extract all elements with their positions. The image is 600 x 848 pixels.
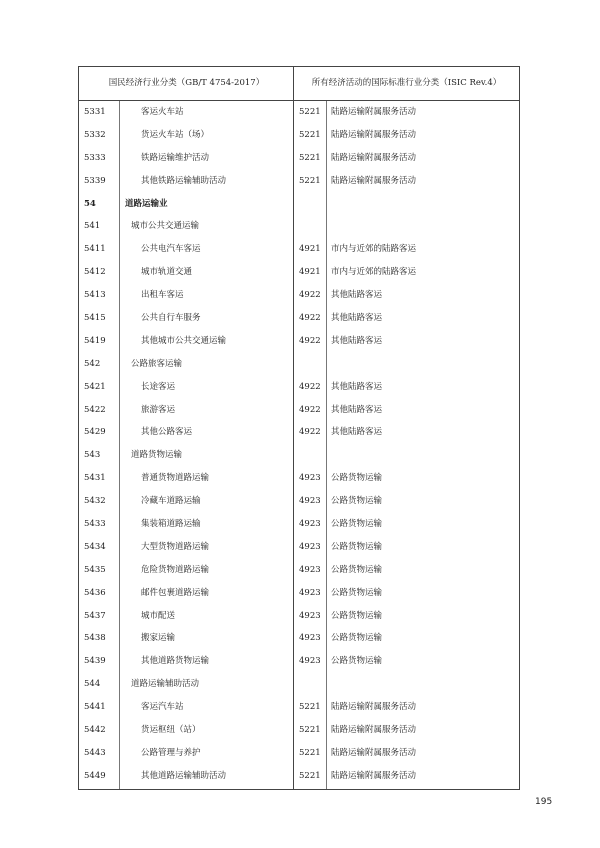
gb-code: 5412: [84, 267, 106, 278]
table-row: [79, 307, 519, 330]
gb-name: 集装箱道路运输: [141, 519, 201, 530]
isic-name: 陆路运输附属服务活动: [331, 129, 417, 140]
isic-code: 5221: [299, 770, 321, 781]
gb-code: 544: [84, 679, 101, 690]
table-row: [79, 215, 519, 238]
isic-name: 其他陆路客运: [331, 381, 383, 392]
isic-code: 4923: [299, 473, 321, 484]
gb-name: 货运枢纽（站）: [141, 725, 201, 736]
isic-code: 4923: [299, 656, 321, 667]
gb-code: 542: [84, 358, 101, 369]
gb-name: 其他道路货物运输: [141, 656, 210, 667]
isic-code: 4923: [299, 541, 321, 552]
page-number: 195: [535, 797, 553, 807]
isic-name: 其他陆路客运: [331, 404, 383, 415]
isic-name: 公路货物运输: [331, 519, 383, 530]
table-body: [79, 101, 519, 789]
gb-name: 城市公共交通运输: [131, 221, 200, 232]
gb-name: 道路运输辅助活动: [131, 679, 200, 690]
isic-name: 其他陆路客运: [331, 427, 383, 438]
gb-code: 5415: [84, 313, 106, 324]
table-row: [79, 673, 519, 696]
table-row: [79, 559, 519, 582]
isic-name: 其他陆路客运: [331, 290, 383, 301]
gb-code: 5432: [84, 496, 106, 507]
gb-code: 5422: [84, 404, 106, 415]
table-row: [79, 147, 519, 170]
isic-name: 陆路运输附属服务活动: [331, 175, 417, 186]
gb-name: 长途客运: [141, 381, 176, 392]
table-row: [79, 765, 519, 788]
gb-code: 5429: [84, 427, 106, 438]
table-row: [79, 353, 519, 376]
gb-name: 危险货物道路运输: [141, 564, 210, 575]
isic-name: 市内与近郊的陆路客运: [331, 244, 417, 255]
header-isic-classification: 所有经济活动的国际标准行业分类（ISIC Rev.4）: [311, 78, 502, 88]
table-row: [79, 490, 519, 513]
isic-code: 5221: [299, 747, 321, 758]
table-row: [79, 193, 519, 216]
isic-code: 5221: [299, 702, 321, 713]
isic-name: 陆路运输附属服务活动: [331, 107, 417, 117]
gb-code: 5419: [84, 335, 106, 346]
table-row: [79, 124, 519, 147]
gb-code: 5339: [84, 175, 106, 186]
isic-name: 其他陆路客运: [331, 335, 383, 346]
gb-name: 其他道路运输辅助活动: [141, 770, 227, 781]
isic-name: 市内与近郊的陆路客运: [331, 267, 417, 278]
isic-code: 4922: [299, 313, 321, 324]
table-row: [79, 284, 519, 307]
gb-code: 541: [84, 221, 101, 232]
gb-name: 邮件包裹道路运输: [141, 587, 210, 598]
gb-code: 5436: [84, 587, 106, 598]
table-row: [79, 170, 519, 193]
isic-name: 公路货物运输: [331, 564, 383, 575]
gb-name: 道路运输业: [125, 198, 168, 209]
isic-name: 公路货物运输: [331, 473, 383, 484]
gb-code: 5431: [84, 473, 106, 484]
isic-code: 4921: [299, 267, 321, 278]
table-row: [79, 605, 519, 628]
isic-code: 4923: [299, 496, 321, 507]
gb-name: 公路管理与养护: [141, 747, 201, 758]
gb-name: 客运汽车站: [141, 702, 184, 713]
isic-name: 公路货物运输: [331, 541, 383, 552]
gb-code: 5449: [84, 770, 106, 781]
isic-code: 4922: [299, 404, 321, 415]
gb-code: 5433: [84, 519, 106, 530]
gb-name: 普通货物道路运输: [141, 473, 210, 484]
gb-name: 冷藏车道路运输: [141, 496, 201, 507]
isic-name: 公路货物运输: [331, 496, 383, 507]
gb-code: 543: [84, 450, 101, 461]
table-row: [79, 536, 519, 559]
gb-code: 5437: [84, 610, 106, 621]
gb-name: 出租车客运: [141, 290, 184, 301]
gb-code: 5442: [84, 725, 106, 736]
gb-code: 5411: [84, 244, 106, 255]
isic-code: 4922: [299, 290, 321, 301]
isic-name: 陆路运输附属服务活动: [331, 770, 417, 781]
gb-code: 5413: [84, 290, 106, 301]
gb-name: 其他公路客运: [141, 427, 193, 438]
isic-code: 4923: [299, 633, 321, 644]
gb-code: 5421: [84, 381, 106, 392]
isic-code: 5221: [299, 152, 321, 163]
isic-name: 陆路运输附属服务活动: [331, 725, 417, 736]
isic-name: 其他陆路客运: [331, 313, 383, 324]
gb-name: 道路货物运输: [131, 450, 183, 461]
gb-name: 客运火车站: [141, 107, 184, 117]
table-row: [79, 101, 519, 124]
isic-name: 公路货物运输: [331, 633, 383, 644]
gb-name: 搬家运输: [141, 633, 176, 644]
gb-name: 旅游客运: [141, 404, 176, 415]
gb-name: 公路旅客运输: [131, 358, 183, 369]
table-header: [79, 67, 519, 101]
gb-name: 铁路运输维护活动: [141, 152, 210, 163]
isic-code: 5221: [299, 107, 321, 117]
table-row: [79, 330, 519, 353]
isic-name: 陆路运输附属服务活动: [331, 152, 417, 163]
isic-name: 陆路运输附属服务活动: [331, 702, 417, 713]
gb-code: 5434: [84, 541, 106, 552]
table-row: [79, 444, 519, 467]
isic-name: 公路货物运输: [331, 610, 383, 621]
isic-code: 4922: [299, 427, 321, 438]
isic-code: 4923: [299, 564, 321, 575]
gb-code: 5439: [84, 656, 106, 667]
gb-name: 公共自行车服务: [141, 313, 201, 324]
gb-name: 公共电汽车客运: [141, 244, 201, 255]
isic-name: 陆路运输附属服务活动: [331, 747, 417, 758]
gb-name: 大型货物道路运输: [141, 541, 210, 552]
isic-code: 5221: [299, 725, 321, 736]
table-row: [79, 627, 519, 650]
table-row: [79, 719, 519, 742]
gb-code: 5331: [84, 107, 106, 117]
isic-code: 4923: [299, 519, 321, 530]
table-row: [79, 399, 519, 422]
isic-code: 4923: [299, 610, 321, 621]
isic-code: 4922: [299, 381, 321, 392]
gb-code: 5333: [84, 152, 106, 163]
gb-code: 5443: [84, 747, 106, 758]
gb-code: 5332: [84, 129, 106, 140]
gb-code: 5435: [84, 564, 106, 575]
table-row: [79, 467, 519, 490]
gb-code: 5441: [84, 702, 106, 713]
table-row: [79, 513, 519, 536]
table-row: [79, 238, 519, 261]
isic-name: 公路货物运输: [331, 587, 383, 598]
classification-table: [78, 66, 520, 790]
isic-name: 公路货物运输: [331, 656, 383, 667]
gb-code: 5438: [84, 633, 106, 644]
table-row: [79, 582, 519, 605]
table-row: [79, 650, 519, 673]
table-row: [79, 376, 519, 399]
gb-name: 城市配送: [141, 610, 176, 621]
table-row: [79, 421, 519, 444]
isic-code: 5221: [299, 175, 321, 186]
table-row: [79, 696, 519, 719]
gb-code: 54: [84, 198, 96, 209]
gb-name: 货运火车站（场）: [141, 129, 210, 140]
gb-name: 其他铁路运输辅助活动: [141, 175, 227, 186]
isic-code: 4921: [299, 244, 321, 255]
header-gb-classification: 国民经济行业分类（GB/T 4754-2017）: [108, 78, 265, 88]
isic-code: 4922: [299, 335, 321, 346]
gb-name: 其他城市公共交通运输: [141, 335, 227, 346]
isic-code: 4923: [299, 587, 321, 598]
gb-name: 城市轨道交通: [141, 267, 193, 278]
isic-code: 5221: [299, 129, 321, 140]
table-row: [79, 261, 519, 284]
table-row: [79, 742, 519, 765]
